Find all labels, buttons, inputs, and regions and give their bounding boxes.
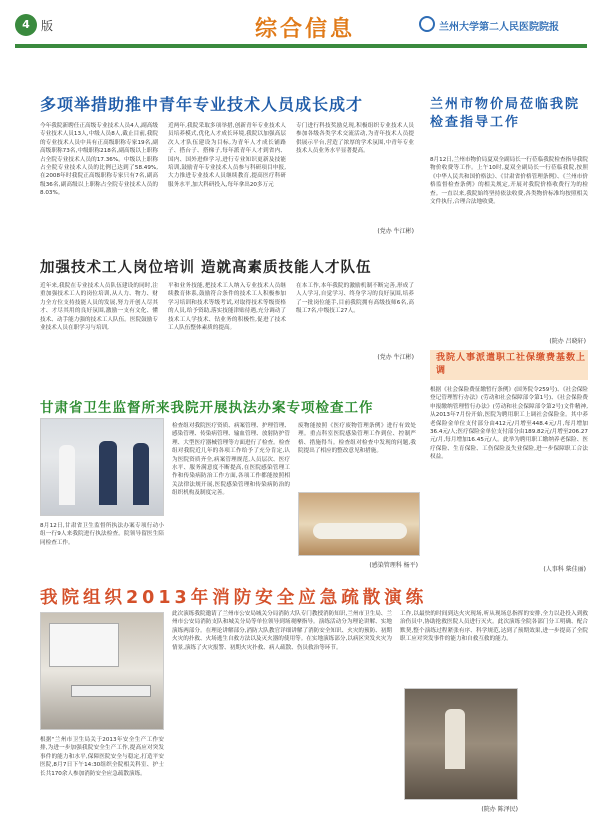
article3-signature: (党办 牛江彬)	[377, 354, 414, 361]
article2-signature: (院办 吕晓轩)	[549, 338, 586, 345]
article5-photo-left	[40, 418, 164, 516]
person-figure-icon	[99, 441, 117, 505]
article1-title: 多项举措助推中青年专业技术人员成长成才	[40, 95, 364, 114]
stretcher-icon	[71, 685, 151, 697]
article6-photo-left	[40, 612, 164, 730]
header-divider	[15, 44, 587, 48]
article6-caption: 根据"兰州市卫生局关于2013年安全生产工作安排,为进一步加强我院安全生产工作,提高应对突发事件的能力和水平,保障医院安全与稳定,打造平安医院,8月7日下午14:30组织全院相关科室、护士长共170余人参加消防安全应急疏散演练。	[40, 737, 164, 777]
ambulance-icon	[49, 623, 119, 667]
article4-body: 根据《社会保险费征缴暂行条例》(国务院令259号)、《社会保险登记管理暂行办法》(劳动和社会保障部令第1号)、《社会保险费申报缴纳管理暂行办法》(劳动和社会保障部令第2号)文件精神,从2013年7月份开始,医院为聘用职工上调社会保险金。其中养老保险金单位支付部分由412元/月增至448.4元/月,每月增加36.4元/人;医疗保险金单位支付部分由189.82元/月增至206.27元/月,每月增加16.45元/人。此举为聘用职工缴纳养老保险、医疗保险、生育保险、工伤保险及失业保险,进一步保障职工合法权益。	[430, 387, 588, 461]
article6-photo-caption: (院办 陈泽民)	[481, 806, 518, 813]
article5-title: 甘肃省卫生监督所来我院开展执法办案专项检查工作	[40, 400, 374, 416]
article1-col1: 今年我院新聘任正高级专业技术人员4人,副高级专业技术人员13人,中级人员8人,截止目前,我院的专业技术人员中具有正高级职称专家19名,副高级职称73名,中级职称218名,副高级以上职称占全院专业技术人员的17.36%。中级以上职称占全院专业技术人员的比例已达到了58.49%,在2008年时我院正高级职称专家只有7名,副高级36名,副高级以上职称占全院专业技术人员的8.03%。	[40, 123, 158, 197]
article3-col2: 平和业务技能,把技术工人纳入专业技术人员继续教育体系,鼓励符合条件的技术工人积极参加学习培训和技术等级考试,对取得技术等级资格的人员,给予资助,落实技能津贴待遇,充分调动了技术工人学技术、钻业务的积极性,促进了技术工人队伍整体素质的提高。	[168, 283, 286, 332]
article5-caption: 8月12日,甘肃省卫生监督所执法办案专项行动小组一行9人来我院进行执法检查。院领导留医生陪同检查工作。	[40, 523, 164, 546]
person-figure-icon	[59, 445, 75, 505]
person-figure-icon	[133, 443, 149, 505]
article6-photo-right	[404, 688, 518, 800]
article5-photo-right	[298, 492, 420, 556]
article3-col1: 近年来,我院在专业技术人员队伍建设的同时,注重加强技术工人的岗位培训,从人力、物力、财力全方位支持技能人员的发展,努力开创人尽其才、才尽其用的良好氛围,激励一支有文化、懂技术、动手能力强的技术工人队伍。医院鼓励专业技术人员在职学习与培训,	[40, 283, 158, 332]
article1-col3: 专门进行科技奖励兑现,积极组织专业技术人员参加各级各类学术交流活动,为青年技术人员提供展示平台,营造了浓厚的学术氛围,中青年专业技术人员业务水平显著提高。	[296, 123, 414, 155]
header-bar	[15, 8, 587, 52]
article2-body: 8月12日,兰州市物价局夏双全副局长一行莅临我院检查指导我院物价收费等工作。上午10时,夏双全副局长一行莅临我院,按照《中华人民共和国价格法》、《甘肃省价格管理条例》、《兰州市价格监督检查条例》的相关规定,开展对我院价格收费行为的检查。一直以来,我院始终坚持依法收费,各类物价标准均按照相关文件执行,合理合法地收费。	[430, 157, 588, 206]
section-title: 综合信息	[255, 17, 356, 42]
article6-title: 我院组织2013年消防安全应急疏散演练	[40, 588, 428, 608]
article4-signature: (人事科 柴佳丽)	[543, 566, 586, 573]
article6-col3: 工作,以最快的时间到达火灾现场,听从现场总指挥的安排,全力以赴投入到救治伤员中,协助抢救医院人员进行灭火。此次演练全院各部门分工明确、配合默契,整个演练过程紧张有序、科学规范,达到了预期效果,进一步提高了全院职工应对突发事件的能力和自救互救的能力。	[400, 611, 588, 643]
article3-title: 加强技术工人岗位培训 造就高素质技能人才队伍	[40, 260, 372, 276]
masthead: 兰州大学第二人民医院院报	[439, 22, 559, 33]
article1-signature: (党办 牛江彬)	[377, 228, 414, 235]
article5-col3: 废物能按照《医疗废物管理条例》进行有效处理。重点科室医院感染管理工作到位、控制严格、措施得当。检查组对检查中发现的问题,我院提出了相应的整改意见和措施。	[298, 423, 416, 455]
page-label: 版	[41, 19, 54, 33]
header-logo-icon	[419, 16, 435, 32]
article2-title: 兰州市物价局莅临我院检查指导工作	[430, 97, 581, 130]
meeting-table-icon	[313, 523, 407, 539]
person-figure-icon	[445, 709, 465, 769]
article6-col2: 此次演练我院邀请了兰州市公安局城关分局消防大队专门教授消防知识,兰州市卫生局、兰州市公安局消防支队和城关分局等单位领导到场观摩指导。演练活动分为理论讲解、实地演练两部分。在理论讲解部分,消防大队教官详细讲解了消防安全知识、火灾的预防、初期火灾的扑救、火场逃生自救方法以及灭火器的使用等。在实地演练部分,以病区突发火灾为情景,演练了火灾报警、初期火灾扑救、病人疏散、伤员救治等环节。	[172, 611, 392, 651]
article1-col2: 近两年,我院采取多项举措,创新青年专业技术人员培养模式,优化人才成长环境,我院以加强高层次人才队伍建设为目标,为青年人才成长铺路子、搭台子、搭梯子,每年派青年人才到省内、国内、国外进修学习,进行专业知识更新及技能培训,鼓励青年专业技术人员参与科研项目申报,大力推进专业技术人员继续教育,提高医疗科研服务水平,加大科研投入,每年拿出20多万元	[168, 123, 286, 188]
article4-title: 我院人事派遣职工社保缴费基数上调	[436, 353, 587, 376]
article3-col3: 在本工作,本年我院的激励机制不断完善,形成了人人学习,自觉学习、终身学习的良好氛围,培养了一批岗位能手,目前我院拥有高级技师6名,高级工7名,中级技工27人。	[296, 283, 414, 315]
article5-col2: 检查组对我院医疗资质、病案管理、护理管理、感染管理、传染病管理、输血管理、放射防护管理、大型医疗器械管理等方面进行了检查。检查组对我院近几年的各项工作给予了充分肯定,认为医院资质齐全,病案管理规范,人员层次、医疗水平、服务满意度不断提高,在医院感染管理工作和传染病防治工作方面,各项工作都能按照相关法律法规开展,医院感染管理和传染病防治的组织机构及制度完善。	[172, 423, 290, 497]
article5-photo-caption: (感染管理科 杨平)	[369, 562, 418, 569]
page-badge: 4	[15, 14, 37, 36]
